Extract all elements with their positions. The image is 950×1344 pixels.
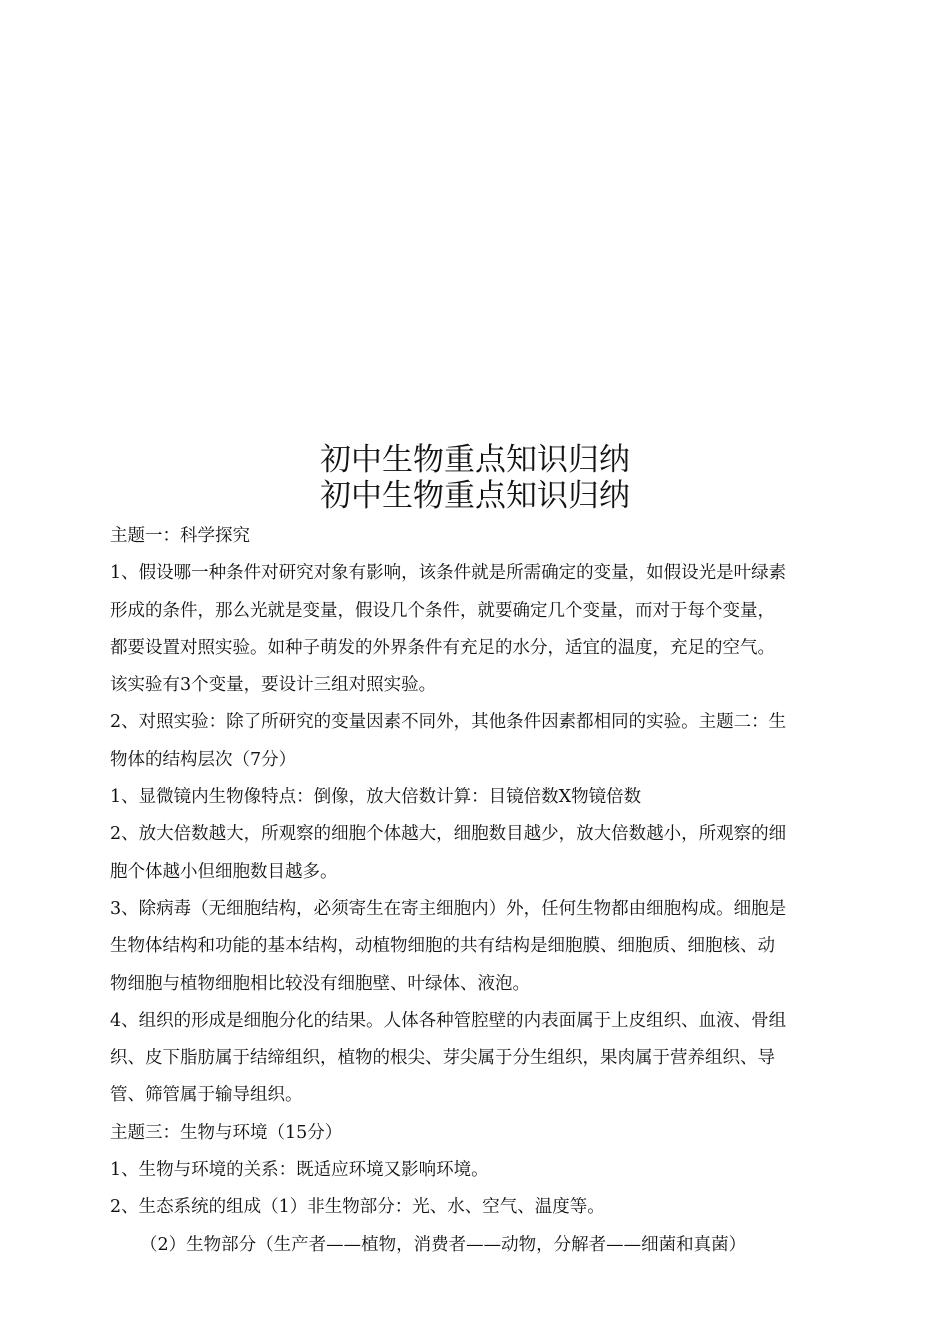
- text-line: 2、生态系统的组成（1）非生物部分：光、水、空气、温度等。: [110, 1197, 605, 1218]
- document-title-repeat: 初中生物重点知识归纳: [320, 478, 630, 514]
- text-line: 物细胞与植物细胞相比较没有细胞壁、叶绿体、液泡。: [110, 973, 530, 994]
- text-line: 1、显微镜内生物像特点：倒像，放大倍数计算：目镜倍数X物镜倍数: [110, 787, 642, 808]
- text-line: 形成的条件，那么光就是变量，假设几个条件，就要确定几个变量，而对于每个变量，: [110, 600, 775, 621]
- text-line: （2）生物部分（生产者——植物，消费者——动物，分解者——细菌和真菌）: [140, 1234, 747, 1255]
- text-line: 都要设置对照实验。如种子萌发的外界条件有充足的水分，适宜的温度，充足的空气。: [110, 637, 775, 658]
- text-line: 2、放大倍数越大，所观察的细胞个体越大，细胞数目越少，放大倍数越小，所观察的细: [110, 824, 787, 845]
- text-line: 生物体结构和功能的基本结构，动植物细胞的共有结构是细胞膜、细胞质、细胞核、动: [110, 936, 775, 957]
- text-line: 该实验有3个变量，要设计三组对照实验。: [110, 675, 437, 696]
- text-line: 4、组织的形成是细胞分化的结果。人体各种管腔壁的内表面属于上皮组织、血液、骨组: [110, 1010, 787, 1031]
- text-line: 物体的结构层次（7分）: [110, 749, 297, 770]
- text-line: 主题三：生物与环境（15分）: [110, 1122, 343, 1143]
- text-line: 主题一：科学探究: [110, 526, 250, 546]
- text-line: 3、除病毒（无细胞结构，必须寄生在寄主细胞内）外，任何生物都由细胞构成。细胞是: [110, 898, 787, 919]
- text-line: 胞个体越小但细胞数目越多。: [110, 861, 338, 882]
- text-line: 1、假设哪一种条件对研究对象有影响，该条件就是所需确定的变量，如假设光是叶绿素: [110, 563, 787, 584]
- text-line: 2、对照实验：除了所研究的变量因素不同外，其他条件因素都相同的实验。主题二：生: [110, 712, 787, 733]
- text-line: 管、筛管属于输导组织。: [110, 1085, 303, 1106]
- document-title: 初中生物重点知识归纳: [320, 442, 630, 478]
- document-body: [110, 518, 850, 1264]
- text-line: 织、皮下脂肪属于结缔组织，植物的根尖、芽尖属于分生组织，果肉属于营养组织、导: [110, 1048, 775, 1069]
- text-line: 1、生物与环境的关系：既适应环境又影响环境。: [110, 1160, 489, 1181]
